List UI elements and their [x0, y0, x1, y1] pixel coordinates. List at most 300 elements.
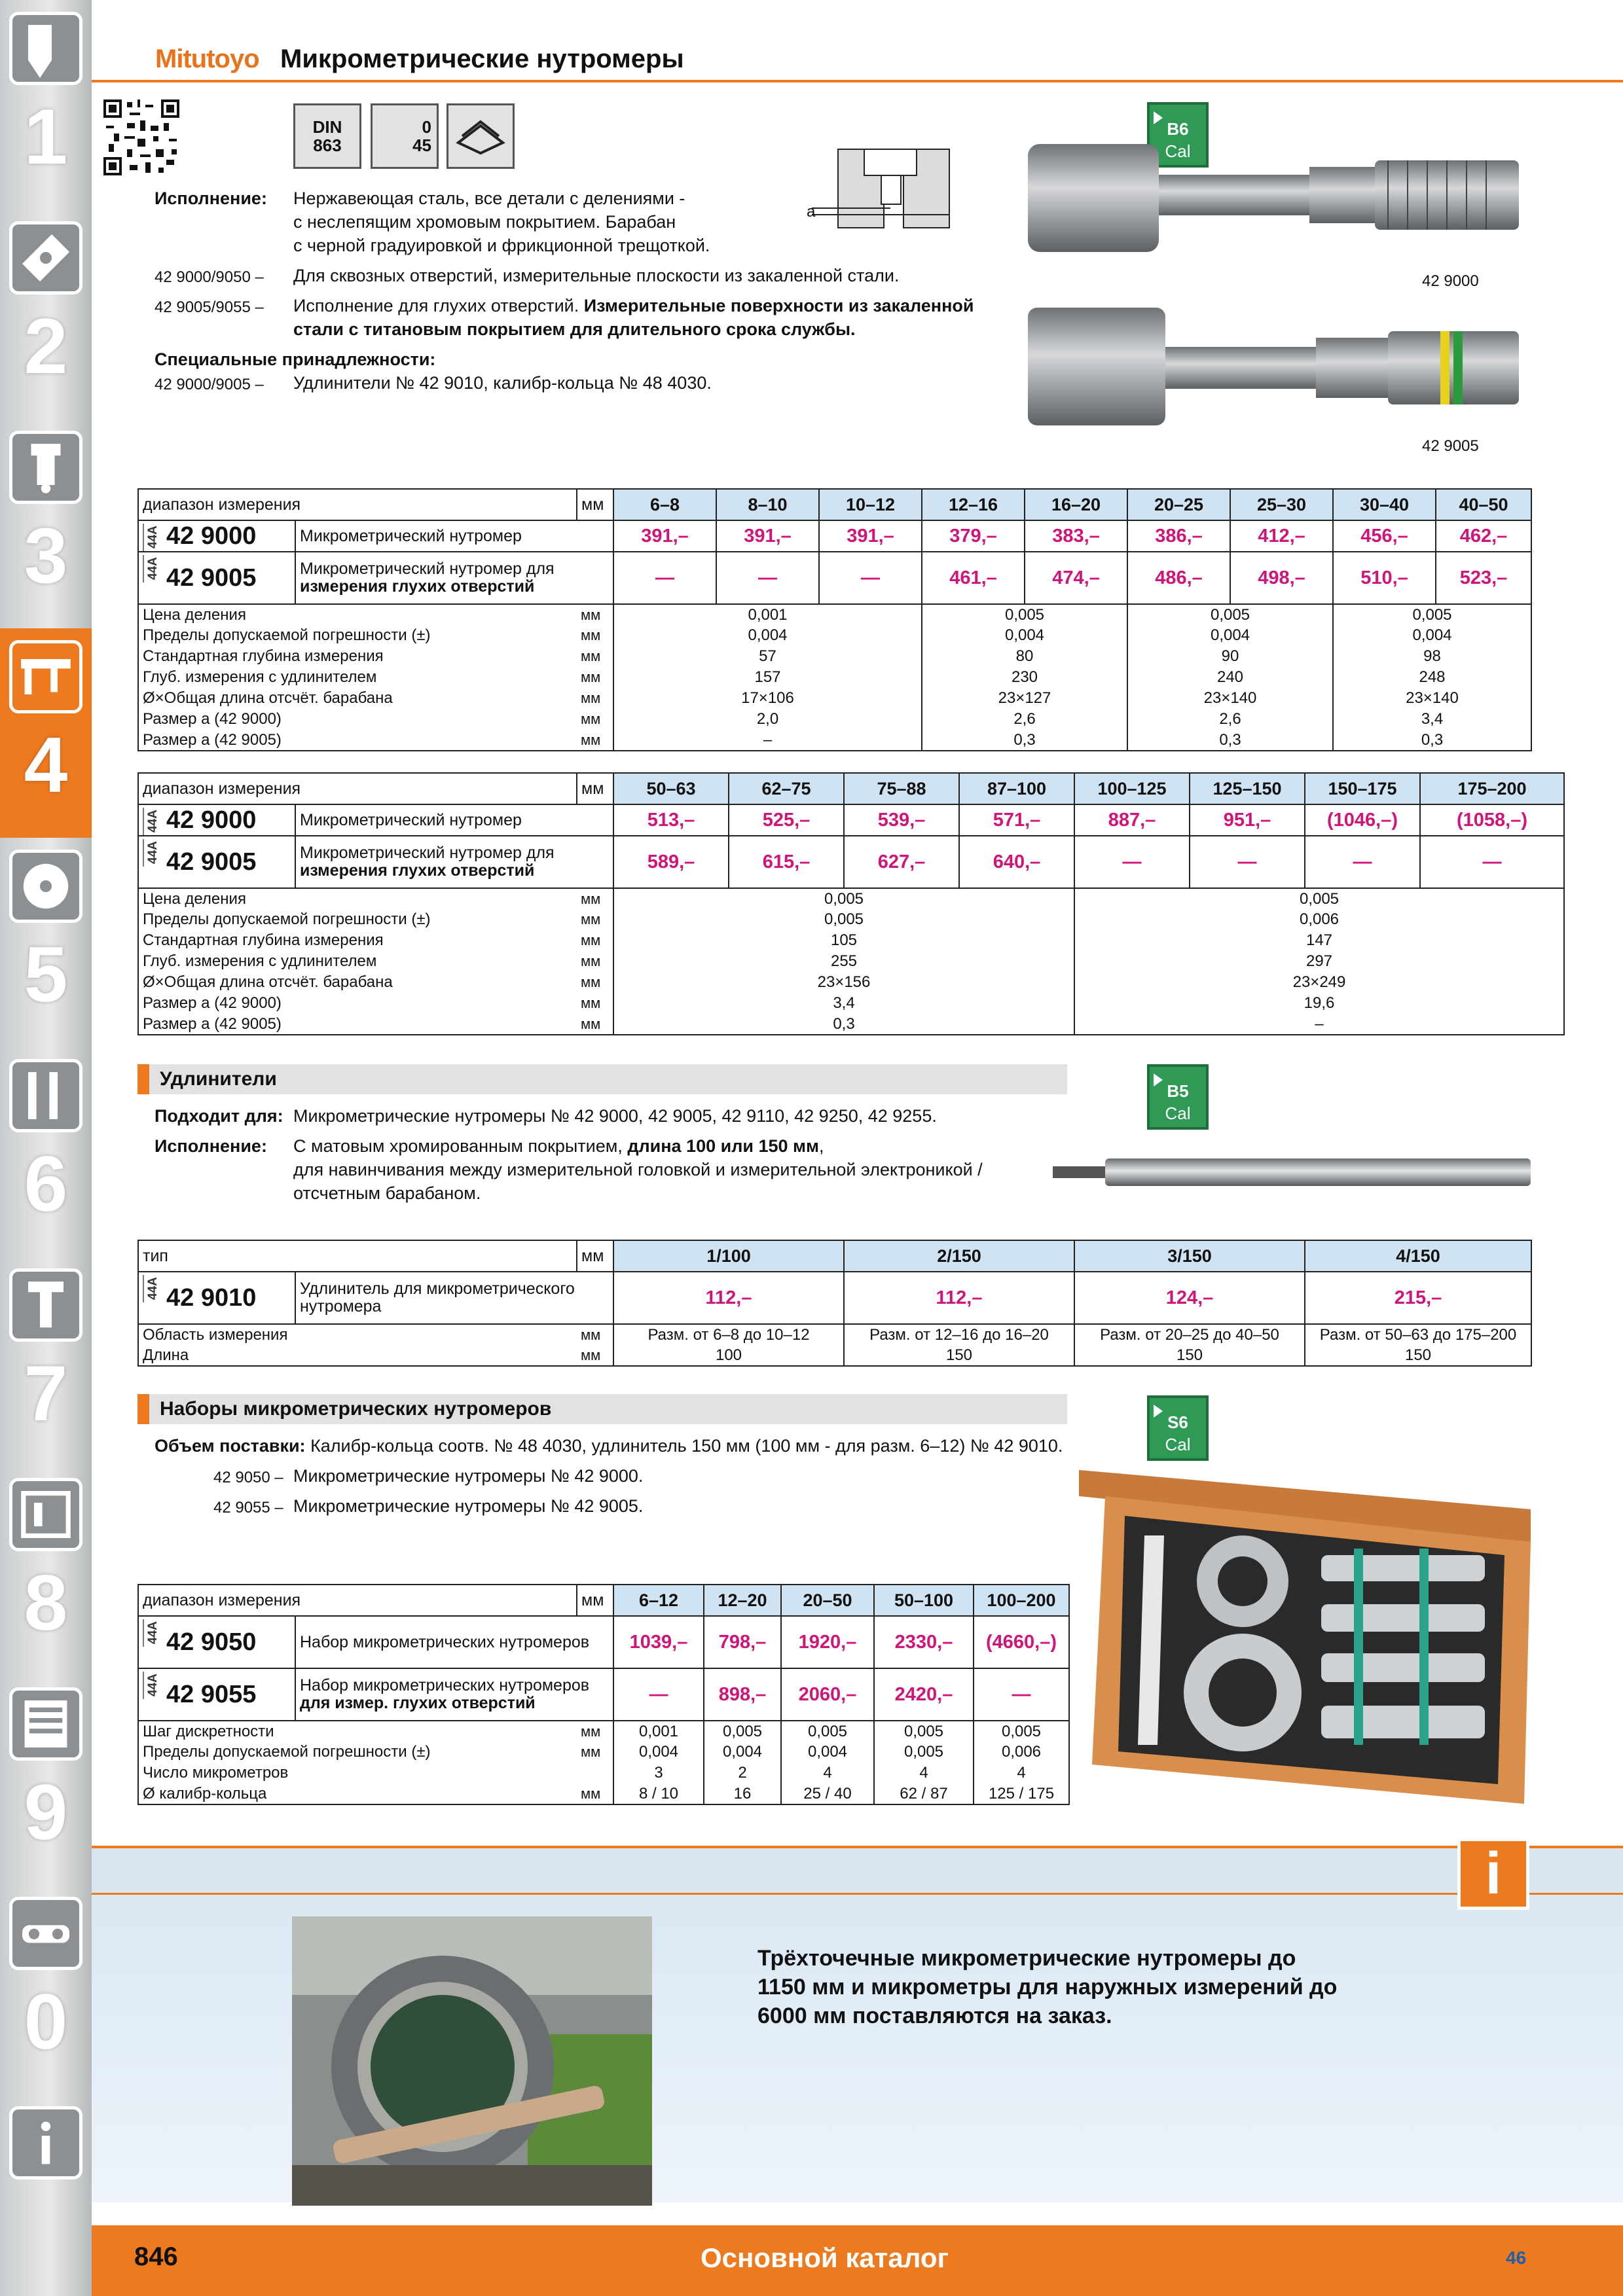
spec-value: 23×140 [1127, 688, 1333, 709]
spec-unit [577, 1763, 613, 1784]
code-9005-9055-text-2: стали с титановым покрытием для длительного срока службы. [293, 319, 856, 339]
spec-value: 0,005 [704, 1721, 781, 1742]
chapter-tab-0[interactable] [0, 1885, 92, 2094]
spec-row [138, 993, 1564, 1014]
range-cell: 25–30 [1230, 489, 1333, 520]
table-header-row [138, 489, 1531, 520]
set-code-9055: 42 9055 – [213, 1499, 283, 1516]
unit-label: мм [577, 773, 613, 804]
range-label: диапазон измерения [138, 773, 577, 804]
fits-label: Подходит для: [155, 1106, 283, 1126]
spec-row [138, 1721, 1069, 1742]
spec-label: Цена деления [138, 604, 577, 625]
accessories-code: 42 9000/9005 – [155, 376, 264, 393]
set-code-9050-text: Микрометрические нутромеры № 42 9000. [293, 1466, 644, 1486]
spec-unit: мм [577, 709, 613, 730]
price-cell: 887,– [1074, 804, 1190, 836]
spec-row [138, 1345, 1531, 1366]
spec-label: Шаг дискретности [138, 1721, 577, 1742]
header-rule [92, 80, 1623, 82]
caliper-icon [9, 640, 82, 713]
bore-diagram [799, 143, 956, 247]
pliers-icon [9, 1268, 82, 1342]
spec-value: 0,004 [781, 1742, 874, 1763]
price-cell: 391,– [819, 520, 922, 552]
table-row [138, 1272, 1531, 1324]
chapter-number: 0 [24, 1978, 68, 2066]
table-row [138, 552, 1531, 604]
price-cell: 798,– [704, 1616, 781, 1668]
tag-44a: 44A [143, 839, 161, 867]
spec-value: 0,006 [974, 1742, 1069, 1763]
product-desc: Удлинитель для микрометрического нутромера [295, 1272, 613, 1324]
spec-label: Ø×Общая длина отсчёт. барабана [138, 688, 577, 709]
product-desc: Микрометрический нутромер для измерения глухих отверстий [295, 552, 613, 604]
toolbox-icon [9, 1478, 82, 1551]
spec-row [138, 1014, 1564, 1035]
spec-row [138, 730, 1531, 751]
type-cell: 4/150 [1305, 1240, 1531, 1272]
spec-unit: мм [577, 730, 613, 751]
info-icon: i [1457, 1838, 1529, 1910]
spec-row [138, 1763, 1069, 1784]
range-cell: 150–175 [1305, 773, 1420, 804]
chapter-number: 9 [24, 1768, 68, 1856]
spec-value: 62 / 87 [874, 1784, 974, 1804]
price-cell: — [819, 552, 922, 604]
table-header-row [138, 773, 1564, 804]
range-cell: 20–50 [781, 1585, 874, 1616]
code-9000-9050: 42 9000/9050 – [155, 268, 264, 286]
spec-value: 240 [1127, 667, 1333, 688]
price-cell: 391,– [613, 520, 716, 552]
spec-value: 0,005 [922, 604, 1127, 625]
spec-row [138, 972, 1564, 993]
price-cell: — [1305, 836, 1420, 888]
spec-value: Разм. от 50–63 до 175–200 [1305, 1324, 1531, 1345]
scale-0-45-box: 0 45 [371, 103, 439, 169]
price-cell: — [974, 1668, 1069, 1721]
page-number-secondary: 46 [1506, 2248, 1527, 2268]
code-9005-9055: 42 9005/9055 – [155, 298, 264, 316]
price-cell: 525,– [729, 804, 844, 836]
tag-44a: 44A [143, 808, 161, 835]
range-cell: 6–8 [613, 489, 716, 520]
spec-unit: мм [577, 604, 613, 625]
range-cell: 12–20 [704, 1585, 781, 1616]
extender-exec-label: Исполнение: [155, 1136, 267, 1156]
spec-value: 0,005 [1074, 888, 1564, 909]
spec-value: 23×140 [1333, 688, 1531, 709]
spec-value: 80 [922, 646, 1127, 667]
spec-value: 3,4 [613, 993, 1074, 1014]
spec-unit: мм [577, 1345, 613, 1366]
info-rule-top [92, 1846, 1623, 1848]
spec-label: Длина [138, 1345, 577, 1366]
micrometer-42-9005-image [1021, 301, 1545, 432]
spec-label: Пределы допускаемой погрешности (±) [138, 625, 577, 646]
spec-unit: мм [577, 888, 613, 909]
spec-label: Размер a (42 9000) [138, 993, 577, 1014]
spec-unit: мм [577, 1721, 613, 1742]
spec-label: Пределы допускаемой погрешности (±) [138, 1742, 577, 1763]
price-cell: 640,– [959, 836, 1074, 888]
spec-unit: мм [577, 646, 613, 667]
tag-44a: 44A [143, 524, 161, 551]
spec-value: 0,005 [874, 1721, 974, 1742]
spec-row [138, 709, 1531, 730]
case-icon [447, 103, 515, 169]
tag-44a: 44A [143, 1619, 161, 1647]
product-desc: Набор микрометрических нутромеров для измер. глухих отверстий [295, 1668, 613, 1721]
tag-44a: 44A [143, 1672, 161, 1699]
spec-value: 19,6 [1074, 993, 1564, 1014]
safety-goggles-icon [9, 1897, 82, 1970]
price-cell: 412,– [1230, 520, 1333, 552]
price-cell: 386,– [1127, 520, 1230, 552]
range-cell: 8–10 [716, 489, 819, 520]
tag-44a: 44A [143, 555, 161, 583]
price-cell: (4660,–) [974, 1616, 1069, 1668]
spec-value: 2 [704, 1763, 781, 1784]
spec-value: 150 [1074, 1345, 1305, 1366]
product-label-42-9005: 42 9005 [1422, 437, 1479, 455]
spec-value: 0,004 [613, 1742, 704, 1763]
spec-value: 0,3 [922, 730, 1127, 751]
spec-value: 0,005 [1127, 604, 1333, 625]
chapter-tab-strip [0, 0, 92, 2296]
spec-value: 147 [1074, 930, 1564, 951]
range-cell: 75–88 [844, 773, 959, 804]
price-cell: 615,– [729, 836, 844, 888]
spec-rows [138, 888, 1564, 1035]
spec-label: Ø×Общая длина отсчёт. барабана [138, 972, 577, 993]
spec-unit: мм [577, 1742, 613, 1763]
spec-rows [138, 604, 1531, 751]
extender-exec-line-3: отсчетным барабаном. [293, 1183, 481, 1203]
range-cell: 62–75 [729, 773, 844, 804]
spec-value: 0,004 [704, 1742, 781, 1763]
chapter-tab-4[interactable] [0, 628, 92, 838]
range-cell: 175–200 [1420, 773, 1564, 804]
price-cell: 112,– [844, 1272, 1074, 1324]
spec-value: 150 [1305, 1345, 1531, 1366]
spec-unit: мм [577, 909, 613, 930]
arrow-icon [1154, 1073, 1163, 1086]
table-extenders [137, 1240, 1532, 1367]
table-row [138, 1668, 1069, 1721]
price-cell: 523,– [1436, 552, 1531, 604]
spec-value: 255 [613, 951, 1074, 972]
din-863-box: DIN 863 [293, 103, 361, 169]
info-band-header [92, 1846, 1623, 1893]
fits-text: Микрометрические нутромеры № 42 9000, 42 9005, 42 9110, 42 9250, 42 9255. [293, 1106, 937, 1126]
spec-value: 3,4 [1333, 709, 1531, 730]
page-title: Микрометрические нутромеры [280, 45, 684, 73]
execution-line-3: с черной градуировкой и фрикционной трещоткой. [293, 236, 710, 255]
spec-value: 0,3 [1333, 730, 1531, 751]
spec-value: 230 [922, 667, 1127, 688]
spec-value: 8 / 10 [613, 1784, 704, 1804]
price-cell: 486,– [1127, 552, 1230, 604]
product-code: 44A 42 9005 [138, 836, 295, 888]
spec-value: 0,005 [874, 1742, 974, 1763]
info-rule-bottom [92, 1893, 1623, 1895]
spec-unit: мм [577, 625, 613, 646]
unit-label: мм [577, 489, 613, 520]
catalog-title: Основной каталог [701, 2242, 949, 2273]
spec-value: 4 [874, 1763, 974, 1784]
chapter-tab-8[interactable] [0, 1466, 92, 1676]
range-cell: 30–40 [1333, 489, 1436, 520]
spec-value: 0,005 [1333, 604, 1531, 625]
table-header-row [138, 1585, 1069, 1616]
chapter-tab-9[interactable] [0, 1676, 92, 1885]
set-code-9050: 42 9050 – [213, 1469, 283, 1486]
price-cell: 462,– [1436, 520, 1531, 552]
price-cell: 898,– [704, 1668, 781, 1721]
range-cell: 40–50 [1436, 489, 1531, 520]
spec-unit: мм [577, 1324, 613, 1345]
spec-row [138, 646, 1531, 667]
badge-b6-cal: B6 Cal [1147, 102, 1209, 168]
accessories-text: Удлинители № 42 9010, калибр-кольца № 48 4030. [293, 373, 712, 393]
chapter-tab-3[interactable] [0, 419, 92, 628]
product-code: 44A 42 9000 [138, 804, 295, 836]
price-cell: 510,– [1333, 552, 1436, 604]
spec-row [138, 888, 1564, 909]
product-desc: Микрометрический нутромер [295, 520, 613, 552]
extender-exec-line-2: для навинчивания между измерительной головкой и измерительной электроникой / [293, 1160, 983, 1179]
chapter-tab-info[interactable] [0, 2094, 92, 2296]
type-label: тип [138, 1240, 577, 1272]
unit-label: мм [577, 1585, 613, 1616]
spec-value: 0,004 [1127, 625, 1333, 646]
table-header-row [138, 1240, 1531, 1272]
range-label: диапазон измерения [138, 1585, 577, 1616]
range-cell: 20–25 [1127, 489, 1230, 520]
drill-icon [9, 12, 82, 85]
spec-value: 297 [1074, 951, 1564, 972]
set-code-9055-text: Микрометрические нутромеры № 42 9005. [293, 1496, 644, 1516]
spec-value: 125 / 175 [974, 1784, 1069, 1804]
tag-44a: 44A [143, 1275, 161, 1302]
product-code: 44A 42 9005 [138, 552, 295, 604]
table-row [138, 836, 1564, 888]
price-cell: 112,– [613, 1272, 844, 1324]
spec-value: 23×156 [613, 972, 1074, 993]
cabinet-icon [9, 1687, 82, 1761]
spec-value: 150 [844, 1345, 1074, 1366]
section-extenders: Удлинители [137, 1064, 1067, 1094]
spec-row [138, 667, 1531, 688]
table-inner-micrometers-50-200 [137, 772, 1565, 1035]
range-cell: 87–100 [959, 773, 1074, 804]
price-cell: 461,– [922, 552, 1025, 604]
price-cell: 498,– [1230, 552, 1333, 604]
spec-label: Область измерения [138, 1324, 577, 1345]
chapter-tab-7[interactable] [0, 1257, 92, 1466]
spec-value: 0,005 [613, 888, 1074, 909]
spec-value: Разм. от 20–25 до 40–50 [1074, 1324, 1305, 1345]
spec-label: Пределы допускаемой погрешности (±) [138, 909, 577, 930]
spec-label: Число микрометров [138, 1763, 577, 1784]
price-cell: 474,– [1025, 552, 1127, 604]
type-cell: 3/150 [1074, 1240, 1305, 1272]
product-label-42-9000: 42 9000 [1422, 272, 1479, 290]
table-row [138, 520, 1531, 552]
drawing-label-a: a [807, 203, 816, 221]
badge-s6-cal: S6 Cal [1147, 1395, 1209, 1461]
brand-logo: Mitutoyo [155, 45, 259, 73]
price-cell: 571,– [959, 804, 1074, 836]
price-cell: (1046,–) [1305, 804, 1420, 836]
price-cell: (1058,–) [1420, 804, 1564, 836]
spec-unit: мм [577, 972, 613, 993]
price-cell: 391,– [716, 520, 819, 552]
spec-label: Глуб. измерения с удлинителем [138, 667, 577, 688]
product-code: 44A 42 9000 [138, 520, 295, 552]
extender-exec-text: С матовым хромированным покрытием, длина 100 или 150 мм, [293, 1136, 824, 1156]
table-micrometer-sets [137, 1584, 1070, 1805]
spec-label: Стандартная глубина измерения [138, 646, 577, 667]
chapter-tab-6[interactable] [0, 1047, 92, 1257]
saw-blade-icon [9, 850, 82, 923]
spec-value: 0,005 [974, 1721, 1069, 1742]
range-cell: 125–150 [1190, 773, 1305, 804]
spec-unit: мм [577, 1014, 613, 1035]
range-cell: 50–63 [613, 773, 729, 804]
scope-line: Объем поставки: Калибр-кольца соотв. № 48 4030, удлинитель 150 мм (100 мм - для разм. 6–12) № 42 9010. [155, 1436, 1063, 1456]
spec-unit: мм [577, 930, 613, 951]
spec-value: – [613, 730, 922, 751]
spec-row [138, 909, 1564, 930]
product-code: 44A 42 9010 [138, 1272, 295, 1324]
chapter-number: 5 [24, 931, 68, 1018]
range-cell: 50–100 [874, 1585, 974, 1616]
spec-unit: мм [577, 667, 613, 688]
spec-label: Размер a (42 9005) [138, 730, 577, 751]
price-cell: — [1420, 836, 1564, 888]
arrow-icon [1154, 1405, 1163, 1418]
execution-line-1: Нержавеющая сталь, все детали с делениями - [293, 188, 685, 208]
price-cell: 215,– [1305, 1272, 1531, 1324]
spec-label: Размер a (42 9000) [138, 709, 577, 730]
spec-value: 4 [974, 1763, 1069, 1784]
price-cell: 589,– [613, 836, 729, 888]
product-code: 44A 42 9050 [138, 1616, 295, 1668]
qr-code [103, 99, 179, 175]
spec-rows [138, 1324, 1531, 1366]
spec-value: 0,001 [613, 604, 922, 625]
range-cell: 6–12 [613, 1585, 704, 1616]
spec-row [138, 1324, 1531, 1345]
execution-label: Исполнение: [155, 188, 267, 208]
spec-value: 0,004 [613, 625, 922, 646]
spec-value: 2,6 [922, 709, 1127, 730]
spec-value: 16 [704, 1784, 781, 1804]
range-cell: 10–12 [819, 489, 922, 520]
chapter-tab-5[interactable] [0, 838, 92, 1047]
spec-value: 0,001 [613, 1721, 704, 1742]
spec-value: 0,3 [613, 1014, 1074, 1035]
spec-value: 3 [613, 1763, 704, 1784]
spec-value: 157 [613, 667, 922, 688]
page-number: 846 [134, 2242, 178, 2271]
spec-row [138, 1742, 1069, 1763]
spec-value: 17×106 [613, 688, 922, 709]
price-cell: 2420,– [874, 1668, 974, 1721]
spec-row [138, 930, 1564, 951]
spec-value: 0,3 [1127, 730, 1333, 751]
accessories-label: Специальные принадлежности: [155, 350, 436, 369]
chapter-number: 7 [24, 1350, 68, 1437]
price-cell: — [1190, 836, 1305, 888]
spec-value: 4 [781, 1763, 874, 1784]
spec-unit: мм [577, 688, 613, 709]
product-desc: Микрометрический нутромер для измерения глухих отверстий [295, 836, 613, 888]
range-cell: 12–16 [922, 489, 1025, 520]
code-9005-9055-text: Исполнение для глухих отверстий. Измерительные поверхности из закаленной [293, 296, 974, 315]
unit-label: мм [577, 1240, 613, 1272]
spec-row [138, 604, 1531, 625]
chapter-number: 2 [24, 302, 68, 390]
range-cell: 100–125 [1074, 773, 1190, 804]
spec-label: Ø калибр-кольца [138, 1784, 577, 1804]
chapter-tab-1[interactable] [0, 0, 92, 209]
spec-value: 98 [1333, 646, 1531, 667]
micrometer-42-9000-image [1021, 134, 1545, 262]
price-cell: 2060,– [781, 1668, 874, 1721]
spec-rows [138, 1721, 1069, 1804]
chapter-number: 1 [24, 93, 68, 181]
chapter-number: 8 [24, 1559, 68, 1647]
section-sets: Наборы микрометрических нутромеров [137, 1394, 1067, 1424]
price-cell: 379,– [922, 520, 1025, 552]
spec-value: 248 [1333, 667, 1531, 688]
spec-row [138, 1784, 1069, 1804]
range-cell: 100–200 [974, 1585, 1069, 1616]
chapter-number: 4 [24, 721, 68, 809]
price-cell: 627,– [844, 836, 959, 888]
spec-value: 0,004 [1333, 625, 1531, 646]
micrometer-set-case-image [1079, 1457, 1537, 1810]
chapter-tab-2[interactable] [0, 209, 92, 419]
spec-value: 0,005 [781, 1721, 874, 1742]
spec-value: Разм. от 12–16 до 16–20 [844, 1324, 1074, 1345]
spec-value: 105 [613, 930, 1074, 951]
spec-value: 25 / 40 [781, 1784, 874, 1804]
product-code: 44A 42 9055 [138, 1668, 295, 1721]
spec-value: 23×127 [922, 688, 1127, 709]
range-label: диапазон измерения [138, 489, 577, 520]
price-cell: — [716, 552, 819, 604]
extender-rod-image [1053, 1152, 1535, 1191]
table-row [138, 804, 1564, 836]
price-cell: 2330,– [874, 1616, 974, 1668]
wrench-icon [9, 1059, 82, 1132]
badge-b5-cal: B5 Cal [1147, 1064, 1209, 1130]
spec-value: Разм. от 6–8 до 10–12 [613, 1324, 844, 1345]
spec-unit: мм [577, 1784, 613, 1804]
price-cell: 539,– [844, 804, 959, 836]
table-row [138, 1616, 1069, 1668]
spec-value: 23×249 [1074, 972, 1564, 993]
chapter-number: 6 [24, 1140, 68, 1228]
price-cell: 1920,– [781, 1616, 874, 1668]
execution-line-2: с неслепящим хромовым покрытием. Барабан [293, 212, 676, 232]
product-desc: Набор микрометрических нутромеров [295, 1616, 613, 1668]
